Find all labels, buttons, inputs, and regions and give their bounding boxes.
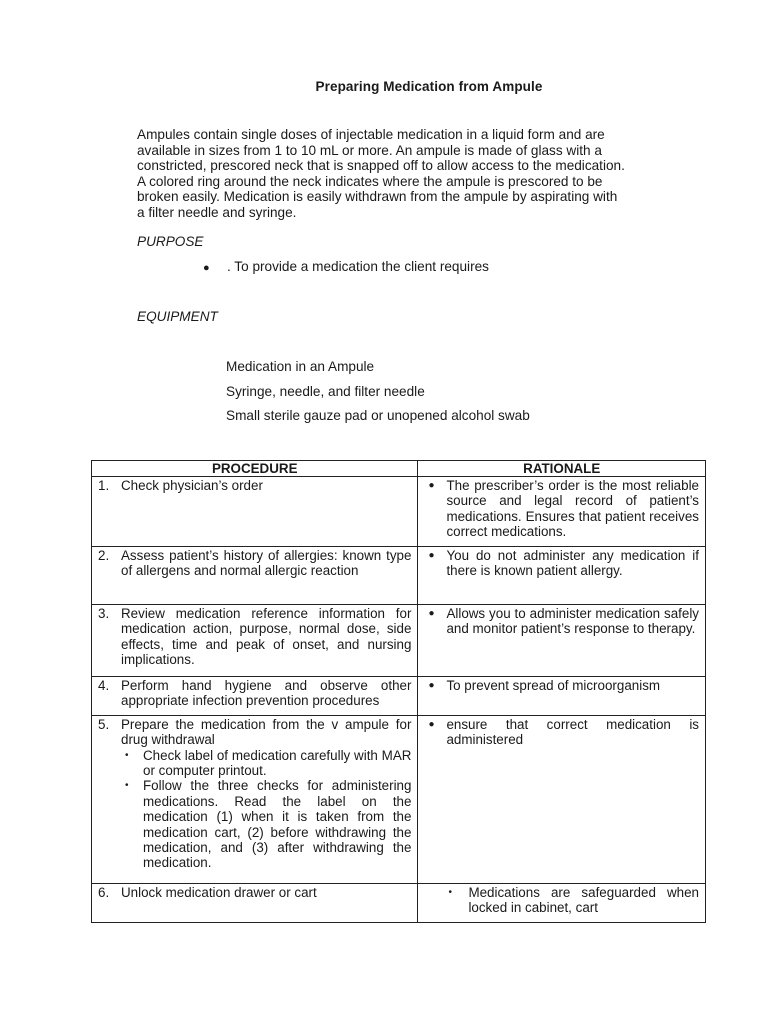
step-number: 1. (98, 478, 110, 493)
table-header-row (92, 461, 706, 477)
procedure-text: Assess patient’s history of allergies: known type of allergens and normal allergic reaction (121, 548, 412, 579)
intro-paragraph (137, 127, 697, 221)
equipment-heading: EQUIPMENT (137, 309, 218, 324)
intro-line: constricted, prescored neck that is snapped off to allow access to the medication. (137, 158, 625, 174)
intro-line: A colored ring around the neck indicates where the ampule is prescored to be (137, 173, 603, 189)
rationale-cell (418, 677, 706, 716)
rationale-text: The prescriber’s order is the most reliable source and legal record of patient’s medications. Ensures that patient receives correct medications. (446, 478, 699, 540)
procedure-cell (92, 677, 418, 716)
purpose-heading: PURPOSE (137, 234, 204, 249)
intro-line: available in sizes from 1 to 10 mL or more. An ampule is made of glass with a (137, 142, 602, 158)
rationale-cell (418, 547, 706, 605)
procedure-text: Prepare the medication from the v ampule for drug withdrawal (121, 716, 412, 748)
table-row (92, 477, 706, 547)
equipment-item: Medication in an Ampule (226, 359, 375, 374)
equipment-item: Small sterile gauze pad or unopened alcohol swab (226, 408, 530, 423)
rationale-cell (418, 605, 706, 677)
table-row (92, 605, 706, 677)
bullet-icon: • (125, 780, 129, 792)
table-row (92, 547, 706, 605)
bullet-icon: ● (428, 480, 435, 491)
sub-step-item (121, 748, 411, 779)
bullet-icon: ● (428, 680, 435, 691)
intro-line: Ampules contain single doses of injectable medication in a liquid form and are (137, 127, 605, 142)
table-row (92, 883, 706, 922)
step-number: 2. (98, 548, 110, 563)
bullet-icon: • (125, 749, 129, 761)
procedure-text: Perform hand hygiene and observe other appropriate infection prevention procedures (121, 678, 412, 709)
sub-step-text: Check label of medication carefully with MAR or computer printout. (143, 747, 412, 779)
procedure-text: Review medication reference information for medication action, purpose, normal dose, side effects, time and peak of onset, and nursing implications. (121, 606, 412, 668)
procedure-text: Check physician’s order (121, 478, 263, 493)
rationale-text: You do not administer any medication if there is known patient allergy. (446, 548, 699, 579)
procedure-cell (92, 883, 418, 922)
table-row (92, 715, 706, 883)
procedure-header: PROCEDURE (92, 461, 418, 477)
rationale-text: ensure that correct medication is administered (446, 716, 699, 748)
rationale-cell (418, 477, 706, 547)
bullet-icon: ● (203, 262, 210, 274)
step-number: 4. (98, 678, 110, 693)
document-title: Preparing Medication from Ampule (315, 79, 543, 94)
bullet-icon: • (448, 886, 452, 898)
procedure-cell (92, 715, 418, 883)
sub-step-item (121, 778, 411, 870)
bullet-icon: ● (428, 718, 435, 730)
bullet-icon: ● (428, 550, 435, 561)
purpose-text: . To provide a medication the client requires (227, 259, 489, 274)
intro-line: a filter needle and syringe. (137, 204, 297, 220)
procedure-cell (92, 547, 418, 605)
rationale-cell (418, 883, 706, 922)
purpose-item (203, 259, 489, 274)
procedure-table (91, 460, 706, 923)
rationale-text: Allows you to administer medication safely and monitor patient’s response to therapy. (446, 606, 699, 637)
equipment-list (226, 359, 530, 433)
rationale-cell (418, 715, 706, 883)
sub-step-text: Follow the three checks for administering medications. Read the label on the medication (1) when it is taken from the medication cart, (2) before withdrawing the medication, and (3) after withdrawing the medication. (143, 778, 412, 871)
intro-line: broken easily. Medication is easily withdrawn from the ampule by aspirating with (137, 189, 618, 205)
procedure-cell (92, 477, 418, 547)
rationale-header: RATIONALE (418, 461, 706, 477)
rationale-text: To prevent spread of microorganism (446, 678, 661, 693)
rationale-text: Medications are safeguarded when locked in cabinet, cart (468, 884, 699, 916)
sub-step-list (121, 748, 411, 871)
step-number: 5. (98, 716, 110, 732)
step-number: 3. (98, 606, 110, 621)
procedure-text: Unlock medication drawer or cart (121, 884, 317, 900)
equipment-item: Syringe, needle, and filter needle (226, 383, 425, 399)
bullet-icon: ● (428, 608, 435, 619)
procedure-cell (92, 605, 418, 677)
step-number: 6. (98, 884, 110, 900)
table-row (92, 677, 706, 716)
